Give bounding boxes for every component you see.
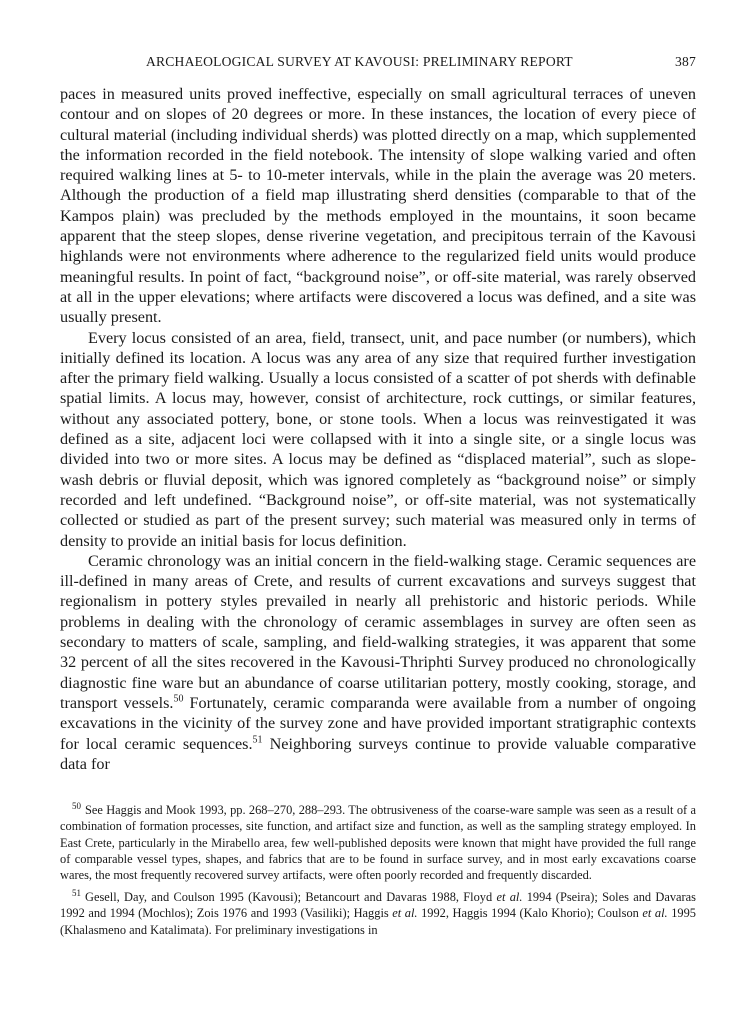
footnote-text: Gesell, Day, and Coulson 1995 (Kavousi); Betancourt and Davaras 1988, Floyd bbox=[85, 890, 497, 905]
footnote-number: 51 bbox=[72, 887, 81, 898]
footnote-number: 50 bbox=[72, 800, 81, 811]
et-al: et al. bbox=[392, 906, 418, 921]
footnote-50 bbox=[60, 802, 696, 883]
footnote-51 bbox=[60, 889, 696, 938]
paragraph-locus-definition: Every locus consisted of an area, field, transect, unit, and pace number (or numbers), which initially defined its location. A locus was any area of any size that required further investigation after the primary field walking. Usually a locus consisted of a scatter of pot sherds with definable spatial limits. A locus may, however, consist of architecture, rock cuttings, or similar features, without any associated pottery, bone, or stone tools. When a locus was reinvestigated it was defined as a site, adjacent loci were collapsed with it into a single site, or a single locus was divided into two or more sites. A locus may be defined as “displaced material”, such as slope-wash debris or fluvial deposit, which was ignored completely as “background noise” or simply recorded and left undefined. “Background noise”, or off-site material, was not systematically collected or studied as part of the present survey; such material was measured only in terms of density to provide an initial basis for locus definition. bbox=[60, 328, 696, 550]
document-page bbox=[60, 54, 696, 944]
footnote-text: 1994 (Pseira); Soles and Davaras 1992 and 1994 (Mochlos); Zois 1976 and 1993 (Vasiliki); Haggis bbox=[60, 890, 696, 921]
footnote-text: 1992, Haggis 1994 (Kalo Khorio); Coulson bbox=[417, 906, 643, 921]
et-al: et al. bbox=[496, 890, 523, 905]
body-text bbox=[60, 84, 696, 774]
page-number: 387 bbox=[675, 54, 696, 69]
footnote-ref-51[interactable]: 51 bbox=[252, 734, 263, 746]
paragraph-continuation: paces in measured units proved ineffective, especially on small agricultural terraces of uneven contour and on slopes of 20 degrees or more. In these instances, the location of every piece of cultural material (including individual sherds) was plotted directly on a map, which supplemented the information recorded in the field notebook. The intensity of slope walking varied and often required walking lines at 5- to 10-meter intervals, while in the plain the average was 20 meters. Although the production of a field map illustrating sherd densities (comparable to that of the Kampos plain) was precluded by the methods employed in the mountains, it soon became apparent that the steep slopes, dense riverine vegetation, and precipitous terrain of the Kavousi highlands were not environments where adherence to the regularized field units would produce meaningful results. In point of fact, “background noise”, or off-site material, was rarely observed at all in the upper elevations; where artifacts were discovered a locus was defined, and a site was usually present. bbox=[60, 85, 696, 327]
paragraph-text: Ceramic chronology was an initial concern in the field-walking stage. Ceramic sequences are ill-defined in many areas of Crete, and results of current excavations and surveys suggest that regionalism in pottery styles prevailed in nearly all prehistoric and historic periods. While problems in dealing with the chronology of ceramic assemblages in survey are often seen as secondary to matters of scale, sampling, and field-walking strategies, it was apparent that some 32 percent of all the sites recovered in the Kavousi-Thriphti Survey produced no chronologically diagnostic fine ware but an abundance of coarse utilitarian pottery, mostly cooking, storage, and transport vessels. bbox=[60, 551, 696, 712]
paragraph-text: Neighboring surveys continue to provide valuable comparative data for bbox=[60, 734, 697, 773]
running-header bbox=[60, 54, 696, 74]
paragraph-ceramic-chronology bbox=[60, 551, 696, 774]
running-title: ARCHAEOLOGICAL SURVEY AT KAVOUSI: PRELIMINARY REPORT bbox=[146, 54, 573, 69]
et-al: et al. bbox=[642, 906, 668, 921]
footnotes bbox=[60, 802, 696, 938]
footnote-text: See Haggis and Mook 1993, pp. 268–270, 288–293. The obtrusiveness of the coarse-ware sample was seen as a result of a combination of formation processes, site function, and artifact size and function, as well as the sampling strategy employed. In East Crete, particularly in the Mirabello area, few well-published deposits were known that might have provided the full range of comparable vessel types, shapes, and fabrics that are to be found in surface survey, and in most early excavations coarse wares, the most frequently recovered survey artifacts, were often poorly recorded and frequently discarded. bbox=[60, 803, 696, 882]
footnote-text: 1995 (Khalasmeno and Katalimata). For preliminary investigations in bbox=[60, 906, 696, 937]
footnote-ref-50[interactable]: 50 bbox=[173, 693, 184, 705]
paragraph-text: Fortunately, ceramic comparanda were available from a number of ongoing excavations in the vicinity of the survey zone and have provided important stratigraphic contexts for local ceramic sequences. bbox=[60, 693, 697, 753]
